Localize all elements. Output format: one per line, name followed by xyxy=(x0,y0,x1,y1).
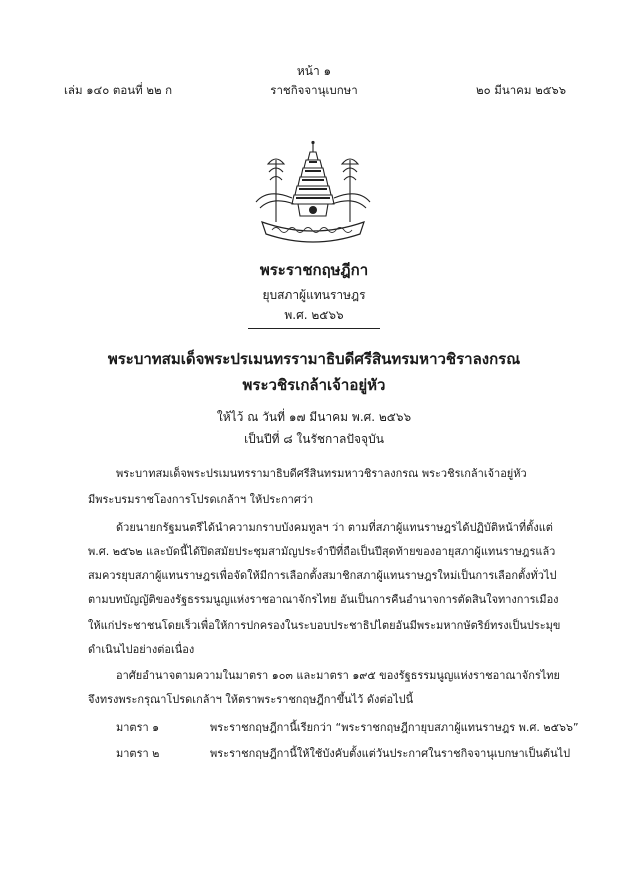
body-line: พ.ศ. ๒๕๖๒ และบัดนี้ได้ปิดสมัยประชุมสามัญประจำปีที่ถือเป็นปีสุดท้ายของอายุสภาผู้แทนราษฎรแล้ว xyxy=(88,545,556,558)
king-title-line2: พระวชิรเกล้าเจ้าอยู่หัว xyxy=(242,376,386,394)
given-date: ให้ไว้ ณ วันที่ ๑๗ มีนาคม พ.ศ. ๒๕๖๖ xyxy=(216,410,412,424)
section-2 xyxy=(116,744,570,762)
body-line: พระบาทสมเด็จพระปรเมนทรรามาธิบดีศรีสินทรมหาวชิราลงกรณ พระวชิรเกล้าเจ้าอยู่หัว xyxy=(116,467,527,480)
gazette-name: ราชกิจจานุเบกษา xyxy=(270,83,358,97)
body-line: ให้แก่ประชาชนโดยเร็วเพื่อให้การปกครองในระบอบประชาธิปไตยอันมีพระมหากษัตริย์ทรงเป็นประมุข xyxy=(88,619,561,632)
section-text: พระราชกฤษฎีกานี้ให้ใช้บังคับตั้งแต่วันประกาศในราชกิจจานุเบกษาเป็นต้นไป xyxy=(210,747,571,760)
body-line: สมควรยุบสภาผู้แทนราษฎรเพื่อจัดให้มีการเลือกตั้งสมาชิกสภาผู้แทนราษฎรใหม่เป็นการเลือกตั้งทั่วไป xyxy=(88,569,557,582)
page-number: หน้า ๑ xyxy=(296,64,332,78)
body-line: จึงทรงพระกรุณาโปรดเกล้าฯ ให้ตราพระราชกฤษฎีกาขึ้นไว้ ดังต่อไปนี้ xyxy=(88,693,414,706)
section-label: มาตรา ๑ xyxy=(116,721,160,734)
publication-date: ๒๐ มีนาคม ๒๕๖๖ xyxy=(476,83,566,97)
body-line: ดำเนินไปอย่างต่อเนื่อง xyxy=(88,643,195,656)
section-label: มาตรา ๒ xyxy=(116,747,160,760)
document-title: พระราชกฤษฎีกา xyxy=(259,261,369,279)
royal-emblem-icon xyxy=(248,140,378,246)
section-text: พระราชกฤษฎีกานี้เรียกว่า “พระราชกฤษฎีกายุบสภาผู้แทนราษฎร พ.ศ. ๒๕๖๖” xyxy=(210,721,579,734)
title-divider xyxy=(248,328,380,329)
document-subject: ยุบสภาผู้แทนราษฎร xyxy=(262,288,366,302)
body-line: มีพระบรมราชโองการโปรดเกล้าฯ ให้ประกาศว่า xyxy=(88,493,314,506)
document-year: พ.ศ. ๒๕๖๖ xyxy=(284,308,344,322)
section-1 xyxy=(116,718,579,736)
volume-issue: เล่ม ๑๔๐ ตอนที่ ๒๒ ก xyxy=(64,83,173,97)
body-line: ตามบทบัญญัติของรัฐธรรมนูญแห่งราชอาณาจักรไทย อันเป็นการคืนอำนาจการตัดสินใจทางการเมือง xyxy=(88,593,559,606)
body-line: อาศัยอำนาจตามความในมาตรา ๑๐๓ และมาตรา ๑๙๕ ของรัฐธรรมนูญแห่งราชอาณาจักรไทย xyxy=(116,669,560,682)
reign-year: เป็นปีที่ ๘ ในรัชกาลปัจจุบัน xyxy=(244,432,384,446)
king-title-line1: พระบาทสมเด็จพระปรเมนทรรามาธิบดีศรีสินทรมหาวชิราลงกรณ xyxy=(107,350,521,368)
body-line: ด้วยนายกรัฐมนตรีได้นำความกราบบังคมทูลฯ ว่า ตามที่สภาผู้แทนราษฎรได้ปฏิบัติหน้าที่ตั้งแต่ xyxy=(116,521,553,534)
